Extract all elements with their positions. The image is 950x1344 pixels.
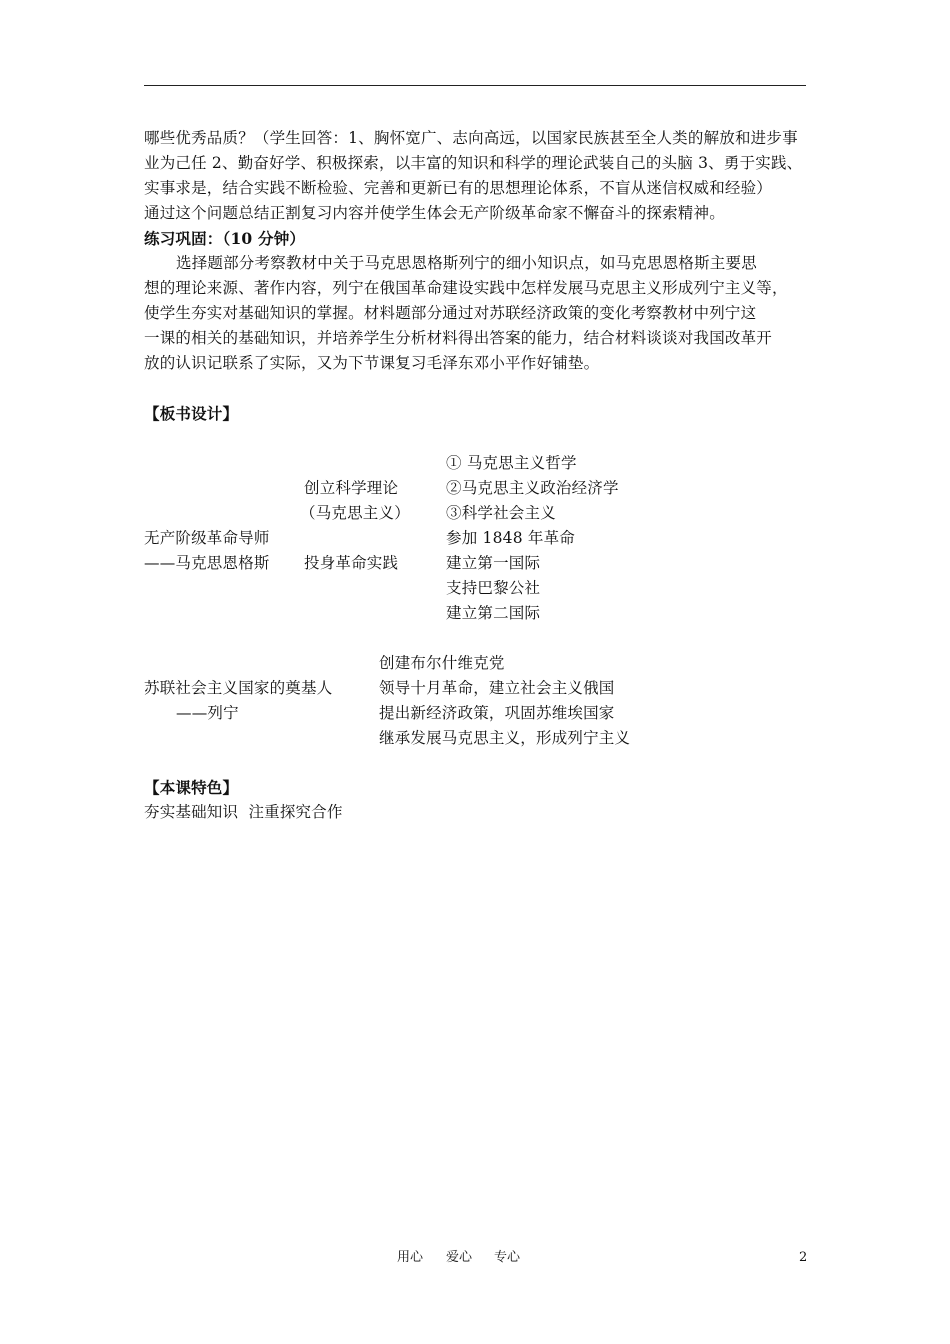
paragraph-line: 使学生夯实对基础知识的掌握。材料题部分通过对苏联经济政策的变化考察教材中列宁这 xyxy=(144,304,757,322)
marx-subtitle: ——马克思恩格斯 xyxy=(144,554,270,572)
practice-item: 参加 1848 年革命 xyxy=(446,529,576,547)
page-number: 2 xyxy=(799,1250,808,1265)
paragraph-line: 选择题部分考察教材中关于马克思恩格斯列宁的细小知识点，如马克思恩格斯主要思 xyxy=(176,254,757,272)
lenin-item: 创建布尔什维克党 xyxy=(379,654,505,672)
feature-heading: 【本课特色】 xyxy=(144,778,239,797)
theory-item: ②马克思主义政治经济学 xyxy=(446,479,619,497)
paragraph-line: 想的理论来源、著作内容，列宁在俄国革命建设实践中怎样发展马克思主义形成列宁主义等， xyxy=(144,279,788,297)
paragraph-line: 哪些优秀品质？（学生回答：1、胸怀宽广、志向高远，以国家民族甚至全人类的解放和进步事 xyxy=(144,129,798,147)
header-rule xyxy=(144,85,806,86)
paragraph-line: 业为己任 2、勤奋好学、积极探索，以丰富的知识和科学的理论武装自己的头脑 3、勇于实践、 xyxy=(144,154,803,172)
practice-heading: 练习巩固：（10 分钟） xyxy=(144,229,306,248)
board-heading: 【板书设计】 xyxy=(144,404,239,423)
paragraph-line: 放的认识记联系了实际，又为下节课复习毛泽东邓小平作好铺垫。 xyxy=(144,354,600,372)
lenin-item: 领导十月革命，建立社会主义俄国 xyxy=(379,679,615,697)
theory-item: ① 马克思主义哲学 xyxy=(446,454,577,472)
theory-sub-label: （马克思主义） xyxy=(300,504,410,522)
lenin-item: 提出新经济政策，巩固苏维埃国家 xyxy=(379,704,615,722)
practice-label: 投身革命实践 xyxy=(304,554,399,572)
paragraph-line: 实事求是，结合实践不断检验、完善和更新已有的思想理论体系，不盲从迷信权威和经验） xyxy=(144,179,773,197)
footer-motto: 专心 xyxy=(494,1250,521,1265)
paragraph-line: 通过这个问题总结正割复习内容并使学生体会无产阶级革命家不懈奋斗的探索精神。 xyxy=(144,204,725,222)
footer-motto: 爱心 xyxy=(446,1250,473,1265)
practice-item: 支持巴黎公社 xyxy=(446,579,541,597)
paragraph-line: 一课的相关的基础知识，并培养学生分析材料得出答案的能力，结合材料谈谈对我国改革开 xyxy=(144,329,773,347)
theory-label: 创立科学理论 xyxy=(304,479,399,497)
practice-item: 建立第一国际 xyxy=(446,554,541,572)
practice-item: 建立第二国际 xyxy=(446,604,541,622)
footer-motto: 用心 xyxy=(397,1250,424,1265)
theory-item: ③科学社会主义 xyxy=(446,504,556,522)
marx-title: 无产阶级革命导师 xyxy=(144,529,270,547)
lenin-item: 继承发展马克思主义，形成列宁主义 xyxy=(379,729,631,747)
lenin-subtitle: ——列宁 xyxy=(176,704,239,722)
feature-text: 夯实基础知识 注重探究合作 xyxy=(144,803,343,821)
lenin-title: 苏联社会主义国家的奠基人 xyxy=(144,679,333,697)
